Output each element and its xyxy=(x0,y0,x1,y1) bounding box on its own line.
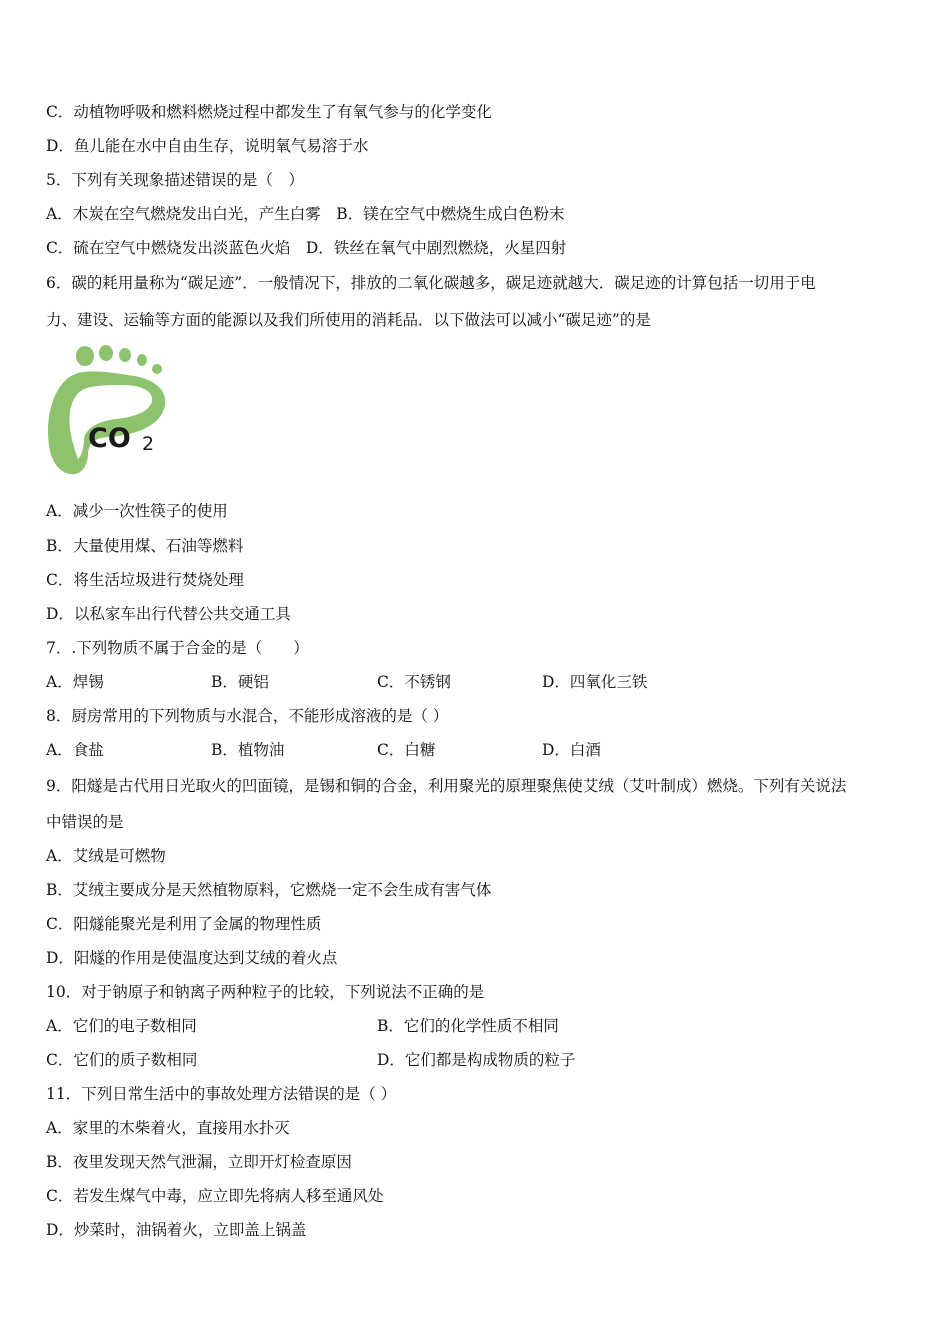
q6-option-d: D．以私家车出行代替公共交通工具 xyxy=(46,605,291,623)
q5-stem: 5．下列有关现象描述错误的是（ ） xyxy=(46,171,304,189)
q11-option-d: D．炒菜时，油锅着火，立即盖上锅盖 xyxy=(46,1221,307,1239)
q8-option-b: B．植物油 xyxy=(211,741,285,759)
q10-option-c: C．它们的质子数相同 xyxy=(46,1051,198,1069)
q7-stem: 7．.下列物质不属于合金的是（ ） xyxy=(46,639,309,657)
q10-option-b: B．它们的化学性质不相同 xyxy=(377,1017,559,1035)
q7-option-c: C．不锈钢 xyxy=(377,673,451,691)
q6-stem-line1: 6．碳的耗用量称为“碳足迹”．一般情况下，排放的二氧化碳越多，碳足迹就越大．碳足迹的计算包括一切用于电 xyxy=(46,274,816,292)
q11-option-c: C．若发生煤气中毒，应立即先将病人移至通风处 xyxy=(46,1187,384,1205)
q8-option-a: A．食盐 xyxy=(46,741,104,759)
q6-option-a: A．减少一次性筷子的使用 xyxy=(46,502,228,520)
q7-option-b: B．硬铝 xyxy=(211,673,269,691)
q10-option-a: A．它们的电子数相同 xyxy=(46,1017,197,1035)
q4-option-d: D．鱼儿能在水中自由生存，说明氧气易溶于水 xyxy=(46,137,369,155)
q9-stem-line2: 中错误的是 xyxy=(46,813,124,831)
q8-stem: 8．厨房常用的下列物质与水混合，不能形成溶液的是（ ） xyxy=(46,707,449,725)
q6-stem-line2: 力、建设、运输等方面的能源以及我们所使用的消耗品．以下做法可以减小“碳足迹”的是 xyxy=(46,311,651,329)
q9-stem-line1: 9．阳燧是古代用日光取火的凹面镜，是锡和铜的合金，利用聚光的原理聚焦使艾绒（艾叶制成）燃烧。下列有关说法 xyxy=(46,777,847,795)
q7-option-a: A．焊锡 xyxy=(46,673,104,691)
co2-label: CO xyxy=(88,423,131,454)
q10-stem: 10．对于钠原子和钠离子两种粒子的比较，下列说法不正确的是 xyxy=(46,983,485,1001)
co2-subscript: 2 xyxy=(142,433,155,455)
q6-option-c: C．将生活垃圾进行焚烧处理 xyxy=(46,571,244,589)
q10-option-d: D．它们都是构成物质的粒子 xyxy=(377,1051,576,1069)
q11-option-a: A．家里的木柴着火，直接用水扑灭 xyxy=(46,1119,290,1137)
q9-option-a: A．艾绒是可燃物 xyxy=(46,847,166,865)
q11-option-b: B．夜里发现天然气泄漏，立即开灯检查原因 xyxy=(46,1153,352,1171)
q5-options-cd: C．硫在空气中燃烧发出淡蓝色火焰 D．铁丝在氧气中剧烈燃烧，火星四射 xyxy=(46,239,567,257)
q9-option-d: D．阳燧的作用是使温度达到艾绒的着火点 xyxy=(46,949,338,967)
q8-option-d: D．白酒 xyxy=(542,741,601,759)
q9-option-b: B．艾绒主要成分是天然植物原料，它燃烧一定不会生成有害气体 xyxy=(46,881,492,899)
q11-stem: 11．下列日常生活中的事故处理方法错误的是（ ） xyxy=(46,1085,397,1103)
q8-option-c: C．白糖 xyxy=(377,741,436,759)
carbon-footprint-icon xyxy=(44,343,174,475)
q6-option-b: B．大量使用煤、石油等燃料 xyxy=(46,537,244,555)
q7-option-d: D．四氧化三铁 xyxy=(542,673,648,691)
q4-option-c: C．动植物呼吸和燃料燃烧过程中都发生了有氧气参与的化学变化 xyxy=(46,103,492,121)
q5-options-ab: A．木炭在空气燃烧发出白光，产生白雾 B．镁在空气中燃烧生成白色粉末 xyxy=(46,205,565,223)
q9-option-c: C．阳燧能聚光是利用了金属的物理性质 xyxy=(46,915,322,933)
